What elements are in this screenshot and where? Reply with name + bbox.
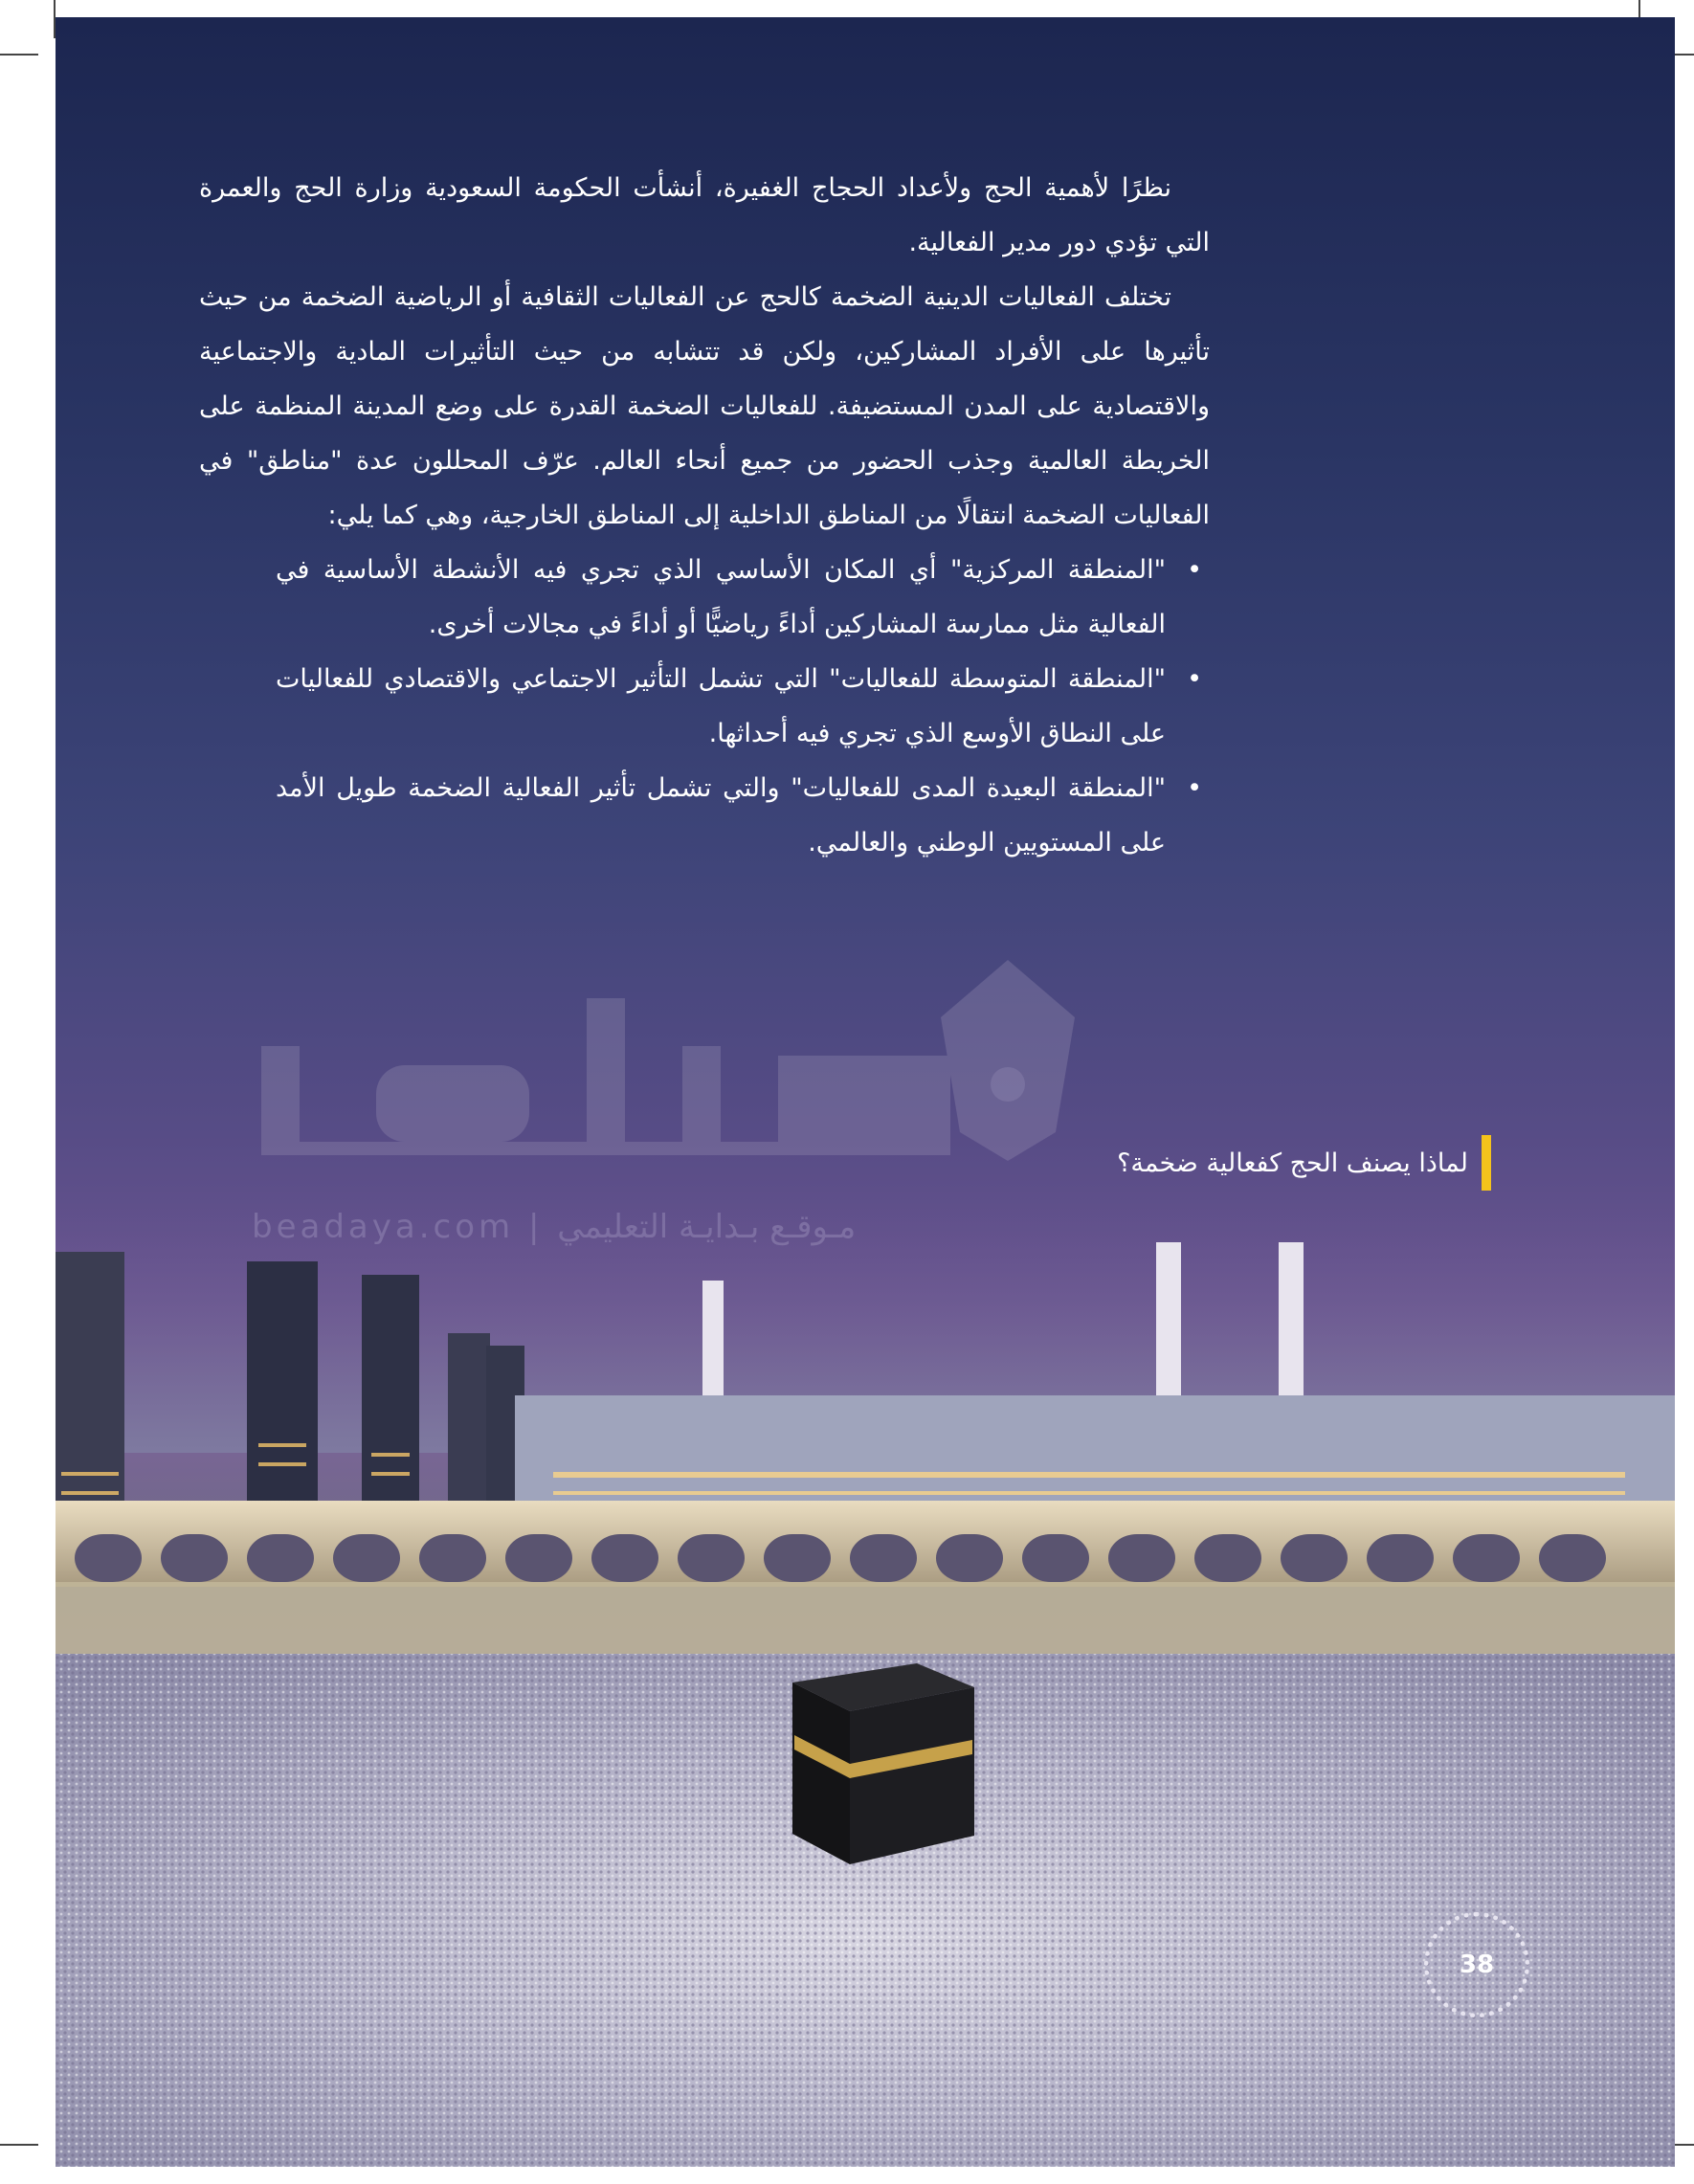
- watermark-tagline: beadaya.com | مـوقـع بـدايـة التعليمي: [252, 1208, 857, 1246]
- body-text: [199, 161, 1210, 870]
- paragraph: تختلف الفعاليات الدينية الضخمة كالحج عن الفعاليات الثقافية أو الرياضية الضخمة من حيث تأثيرها على الأفراد المشاركين، ولكن قد تتشابه من حيث التأثيرات المادية والاجتماعية والاقتصادية على المدن المستضيفة. للفعاليات الضخمة القدرة على وضع المدينة المنظمة على الخريطة العالمية وجذب الحضور من جميع أنحاء العالم. عرّف المحللون عدة "مناطق" في الفعاليات الضخمة انتقالًا من المناطق الداخلية إلى المناطق الخارجية، وهي كما يلي:: [199, 282, 1210, 530]
- zones-list: [199, 543, 1210, 870]
- crop-mark: [0, 54, 38, 56]
- paragraph: نظرًا لأهمية الحج ولأعداد الحجاج الغفيرة، أنشأت الحكومة السعودية وزارة الحج والعمرة التي تؤدي دور مدير الفعالية.: [199, 173, 1210, 257]
- list-item: • "المنطقة البعيدة المدى للفعاليات" والتي تشمل تأثير الفعالية الضخمة طويل الأمد على المستويين الوطني والعالمي.: [276, 761, 1210, 870]
- crop-mark: [0, 2144, 38, 2146]
- kaaba-photo: [56, 1204, 1675, 2167]
- list-item: • "المنطقة المركزية" أي المكان الأساسي الذي تجري فيه الأنشطة الأساسية في الفعالية مثل ممارسة المشاركين أداءً رياضيًّا أو أداءً في مجالات أخرى.: [276, 543, 1210, 652]
- question-text: لماذا يصنف الحج كفعالية ضخمة؟: [1117, 1148, 1468, 1178]
- page-number-badge: [1424, 1912, 1529, 2017]
- question-accent-bar: [1482, 1135, 1491, 1191]
- textbook-page: [56, 17, 1675, 2167]
- watermark-logo: [242, 912, 1247, 1276]
- list-item: • "المنطقة المتوسطة للفعاليات" التي تشمل التأثير الاجتماعي والاقتصادي للفعاليات على النطاق الأوسع الذي تجري فيه أحداثها.: [276, 652, 1210, 761]
- page-number: 38: [1459, 1950, 1495, 1979]
- discussion-question: [1117, 1135, 1491, 1191]
